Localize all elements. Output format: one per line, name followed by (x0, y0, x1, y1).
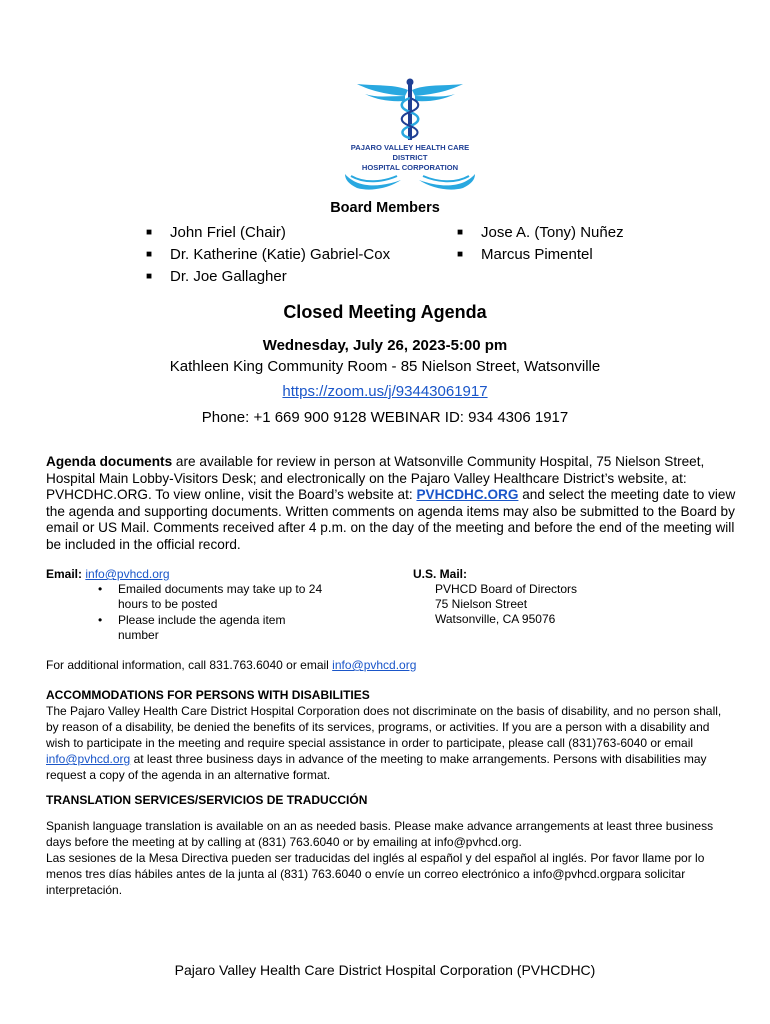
translation-paragraph (46, 818, 736, 898)
meeting-phone: Phone: +1 669 900 9128 WEBINAR ID: 934 4306 1917 (201, 409, 569, 426)
agenda-text-2: and select the meeting date to view the agenda and supporting documents. Written comments on agenda items may also be submitted to the Board by email or US Mail. Comments received after 4 p.m. on the day of the meeting and before the end of the meeting will be included in the official record. (46, 487, 736, 552)
mail-line: PVHCD Board of Directors (435, 582, 578, 596)
additional-info (46, 658, 736, 673)
board-list-left (146, 222, 391, 288)
list-item: ■ Dr. Joe Gallagher (146, 268, 287, 285)
email-link[interactable]: info@pvhcd.org (85, 567, 170, 581)
board-member-name: Dr. Katherine (Katie) Gabriel-Cox (170, 246, 391, 263)
district-logo (335, 76, 485, 196)
list-item (98, 582, 323, 612)
caduceus-icon (335, 76, 485, 196)
mail-line: Watsonville, CA 95076 (435, 612, 556, 626)
translation-spanish: Las sesiones de la Mesa Directiva pueden ser traducidas del inglés al español y del español al inglés. Por favor llame por lo menos tres días hábiles antes de la junta al (831) 763.6040 o envíe un correo electrónico a info@pvhcd.orgpara solicitar interpretación. (46, 851, 705, 897)
additional-email-link[interactable]: info@pvhcd.org (332, 658, 417, 672)
bullet-icon: • (98, 613, 103, 627)
accommodations-email-link[interactable]: info@pvhcd.org (46, 752, 131, 766)
accommodations-paragraph (46, 703, 736, 783)
mail-line: 75 Nielson Street (435, 597, 528, 611)
list-item: ■ Marcus Pimentel (457, 246, 593, 263)
page-footer: Pajaro Valley Health Care District Hospital Corporation (PVHCDHC) (174, 962, 596, 978)
board-list-right (457, 222, 624, 266)
meeting-location: Kathleen King Community Room - 85 Nielson Street, Watsonville (169, 358, 601, 375)
additional-text: For additional information, call 831.763.6040 or email (46, 658, 333, 672)
accommodations-text-2: at least three business days in advance of the meeting to make arrangements. Persons with disabilities may request a copy of the agenda in an alternative format. (46, 752, 707, 782)
mail-section (413, 567, 633, 627)
list-item (98, 613, 323, 643)
list-item: ■ Jose A. (Tony) Nuñez (457, 224, 624, 241)
bullet-text: Please include the agenda item number (118, 613, 286, 642)
board-member-name: Marcus Pimentel (481, 246, 593, 263)
board-members-title: Board Members (330, 200, 440, 216)
bullet-text: Emailed documents may take up to 24 hours to be posted (118, 582, 323, 611)
agenda-paragraph (46, 454, 736, 553)
list-item: ■ Dr. Katherine (Katie) Gabriel-Cox (146, 246, 391, 263)
website-link[interactable]: PVHCDHC.ORG (416, 487, 519, 502)
logo-line-1: PAJARO VALLEY HEALTH CARE DISTRICT (350, 143, 470, 162)
email-label: Email: (46, 567, 83, 581)
page-title: Closed Meeting Agenda (283, 302, 487, 322)
board-member-name: John Friel (Chair) (170, 224, 286, 241)
mail-label: U.S. Mail: (413, 567, 468, 581)
accommodations-text-1: The Pajaro Valley Health Care District Hospital Corporation does not discriminate on the basis of disability, and no person shall, by reason of a disability, be denied the benefits of its services, programs, or activities. If you are a person with a disability and wish to participate in the meeting and require special assistance in order to participate, please call (831)763-6040 or email (46, 704, 722, 750)
logo-line-2: HOSPITAL CORPORATION (361, 163, 459, 172)
agenda-text-1: are available for review in person at Watsonville Community Hospital, 75 Nielson Street, Hospital Main Lobby-Visitors Desk; and electronically on the Pajaro Valley Healthcare District’s website, at: PVHCDHC.ORG. To view online, visit the Board’s website at: (46, 454, 705, 502)
board-member-name: Dr. Joe Gallagher (170, 268, 287, 285)
list-item: ■ John Friel (Chair) (146, 224, 286, 241)
email-bullets (98, 582, 323, 643)
translation-heading: TRANSLATION SERVICES/SERVICIOS DE TRADUCCIÓN (46, 793, 368, 807)
accommodations-heading: ACCOMMODATIONS FOR PERSONS WITH DISABILITIES (46, 688, 370, 702)
email-section (46, 567, 346, 582)
mail-address (413, 582, 633, 627)
meeting-date: Wednesday, July 26, 2023-5:00 pm (262, 337, 508, 354)
board-member-name: Jose A. (Tony) Nuñez (481, 224, 624, 241)
bullet-icon: • (98, 582, 103, 596)
zoom-link[interactable]: https://zoom.us/j/93443061917 (282, 383, 488, 400)
agenda-lead: Agenda documents (46, 454, 173, 469)
translation-english: Spanish language translation is available on an as needed basis. Please make advance arrangements at least three business days before the meeting at by calling at (831) 763.6040 or by emailing at info@pvhcd.org. (46, 819, 714, 849)
